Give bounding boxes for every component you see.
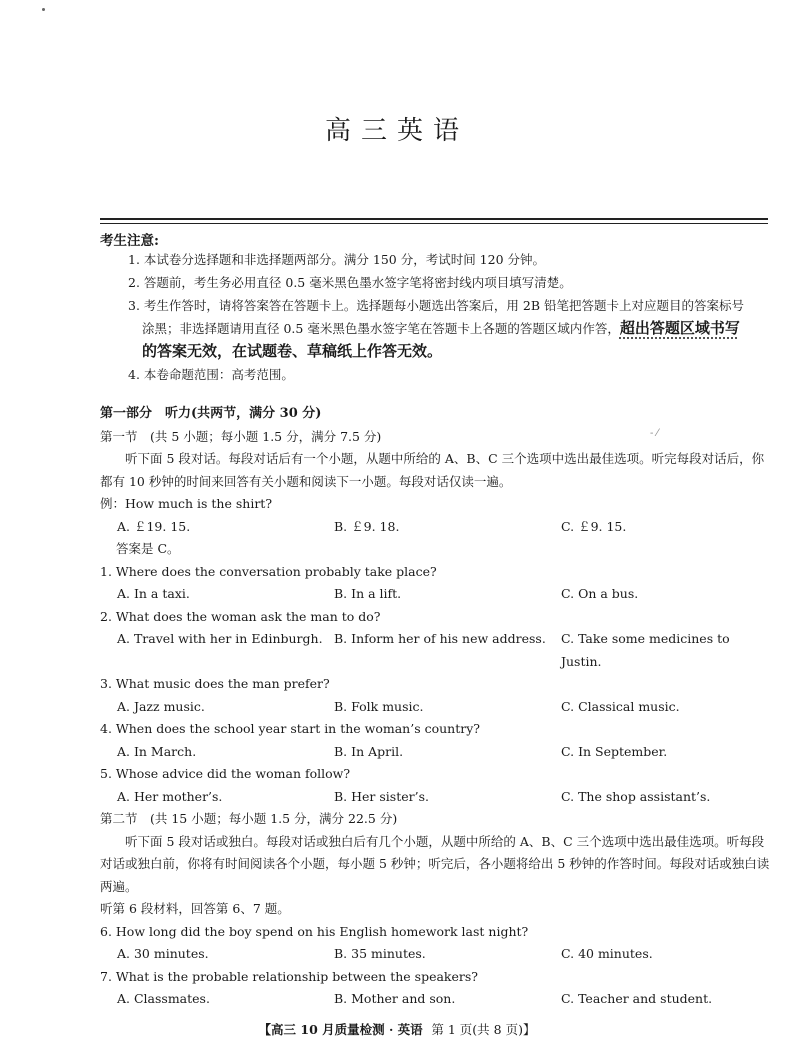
option-c: C. Classical music.: [561, 698, 680, 714]
footer-exam-name: 【高三 10 月质量检测 · 英语: [258, 1022, 423, 1037]
question-options: [100, 696, 772, 719]
question: 5. Whose advice did the woman follow?: [100, 766, 351, 781]
notice-item: 1. 本试卷分选择题和非选择题两部分。满分 150 分，考试时间 120 分钟。: [128, 252, 546, 267]
option-b: B. Folk music.: [334, 698, 424, 714]
option-a: A. Travel with her in Edinburgh.: [117, 631, 323, 646]
question-options: [100, 628, 772, 673]
option-b: B. In April.: [334, 743, 404, 759]
notice-emphasis: 超出答题区域书写: [619, 319, 740, 337]
option-a: A. Her mother’s.: [117, 788, 223, 804]
option-c: C. Take some medicines to Justin.: [561, 631, 730, 669]
question-options: [100, 741, 772, 764]
question: 6. How long did the boy spend on his English homework last night?: [100, 923, 529, 939]
example-answer: 答案是 C。: [116, 541, 180, 556]
question-options: [100, 786, 772, 809]
question-options: [100, 988, 772, 1011]
scan-mark: - ⁄: [650, 428, 659, 439]
question-options: [100, 943, 772, 966]
example-question: 例：How much is the shirt?: [100, 496, 273, 511]
option-a: A. Jazz music.: [117, 698, 205, 714]
option-c: C. Teacher and student.: [561, 991, 713, 1006]
page-title: 高三英语: [324, 116, 469, 146]
footer-page-number: 第 1 页(共 8 页)】: [431, 1022, 536, 1037]
page-footer: [0, 1020, 794, 1038]
option-b: B. ￡9. 18.: [334, 518, 400, 534]
notice-item: 2. 答题前，考生务必用直径 0.5 毫米黑色墨水签字笔将密封线内项目填写清楚。: [128, 275, 572, 290]
option-c: C. On a bus.: [561, 586, 639, 601]
section-instructions: 听下面 5 段对话或独白。每段对话或独白后有几个小题，从题中所给的 A、B、C 三个选项中选出最佳选项。听每段对话或独白前，你将有时间阅读各个小题，每小题 5 秒钟；听完后，各小题将给出 5 秒钟的作答时间。每段对话或独白读两遍。: [100, 833, 770, 894]
option-b: B. Her sister’s.: [334, 788, 429, 804]
notice-item: 3. 考生作答时，请将答案答在答题卡上。选择题每小题选出答案后，用 2B 铅笔把答题卡上对应题目的答案标号: [128, 298, 744, 313]
header-rule-thin: [100, 223, 768, 224]
notice-item: 4. 本卷命题范围：高考范围。: [128, 367, 294, 382]
option-a: A. In a taxi.: [117, 586, 190, 601]
question-options: [100, 583, 772, 606]
option-b: B. Inform her of his new address.: [334, 631, 546, 646]
notice-text: 涂黑；非选择题请用直径 0.5 毫米黑色墨水签字笔在答题卡上各题的答题区域内作答，: [142, 321, 620, 336]
option-b: B. 35 minutes.: [334, 946, 426, 961]
option-b: B. In a lift.: [334, 586, 402, 601]
section-instructions: 听下面 5 段对话。每段对话后有一个小题，从题中所给的 A、B、C 三个选项中选出最佳选项。听完每段对话后，你都有 10 秒钟的时间来回答有关小题和阅读下一小题。每段对话仅读一遍。: [100, 451, 765, 489]
option-c: C. In September.: [561, 743, 668, 759]
scan-speck: [42, 8, 45, 11]
question: 1. Where does the conversation probably take place?: [100, 563, 437, 579]
question: 7. What is the probable relationship between the speakers?: [100, 968, 478, 984]
option-c: C. ￡9. 15.: [561, 518, 627, 534]
question: 2. What does the woman ask the man to do?: [100, 608, 381, 624]
part-title: 第一部分 听力(共两节，满分 30 分): [100, 406, 322, 421]
option-c: C. The shop assistant’s.: [561, 788, 711, 804]
notice-heading: 考生注意:: [100, 233, 159, 249]
listening-part: [100, 403, 772, 1011]
example-options: [100, 516, 772, 539]
option-a: A. ￡19. 15.: [117, 518, 191, 534]
question: 4. When does the school year start in the woman’s country?: [100, 721, 480, 736]
option-a: A. 30 minutes.: [117, 946, 209, 961]
notice-emphasis-line: 的答案无效，在试题卷、草稿纸上作答无效。: [142, 342, 443, 360]
option-c: C. 40 minutes.: [561, 946, 653, 961]
option-b: B. Mother and son.: [334, 991, 456, 1006]
header-rule-thick: [100, 218, 768, 220]
notice-list: [128, 248, 776, 386]
section-title: 第一节 (共 5 小题；每小题 1.5 分，满分 7.5 分): [100, 428, 382, 444]
question: 3. What music does the man prefer?: [100, 676, 330, 691]
option-a: A. Classmates.: [117, 991, 210, 1006]
notice-item-continued: [128, 317, 776, 340]
section-title: 第二节 (共 15 小题；每小题 1.5 分，满分 22.5 分): [100, 811, 398, 826]
material-note: 听第 6 段材料，回答第 6、7 题。: [100, 901, 290, 916]
option-a: A. In March.: [117, 743, 197, 759]
